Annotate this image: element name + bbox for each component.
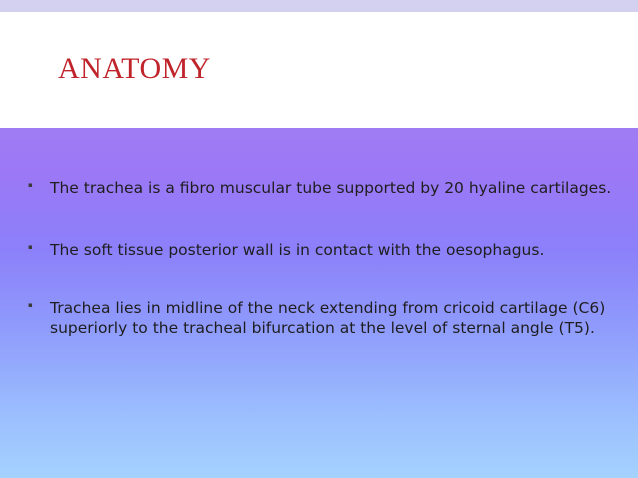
bullet-text: The soft tissue posterior wall is in contact with the oesophagus. [50,241,545,259]
bullet-text: Trachea lies in midline of the neck extending from cricoid cartilage (C6) superiorly to the tracheal bifurcation at the level of sternal angle (T5). [50,299,606,337]
bullet-item [28,178,618,198]
small-square-bullet-icon: ▪ [28,243,33,251]
bullet-item [28,298,618,338]
bullet-list [28,178,618,338]
small-square-bullet-icon: ▪ [28,301,33,309]
bullet-text: The trachea is a fibro muscular tube supported by 20 hyaline cartilages. [50,179,612,197]
small-square-bullet-icon: ▪ [28,181,33,189]
slide-title: ANATOMY [58,52,211,85]
bullet-item [28,240,618,260]
